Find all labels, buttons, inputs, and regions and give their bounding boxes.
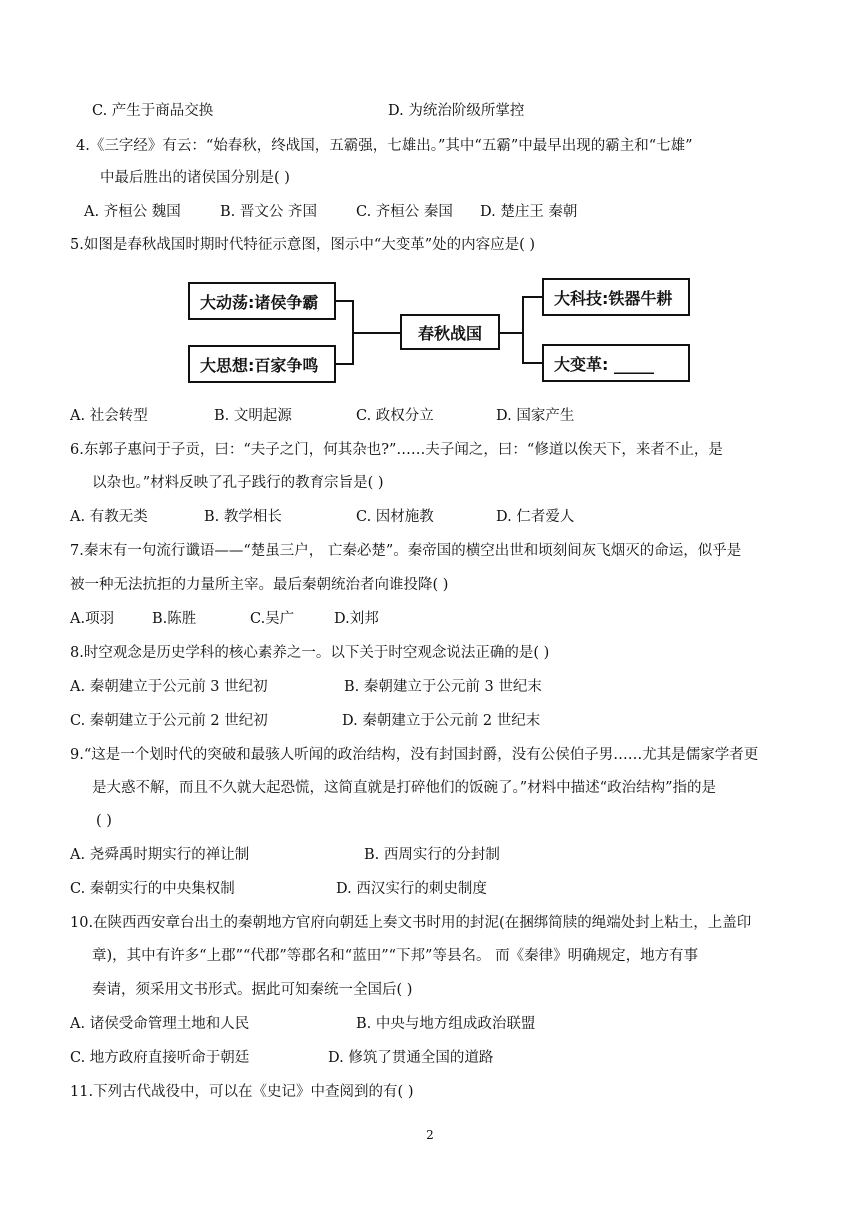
- q10-option-c: C. 地方政府直接听命于朝廷: [70, 1050, 250, 1066]
- box-center: 春秋战国: [400, 314, 500, 350]
- q5-option-d: D. 国家产生: [496, 408, 575, 424]
- q9-stem-line1: 9.“这是一个划时代的突破和最骇人听闻的政治结构，没有封国封爵，没有公侯伯子男……尤其是儒家学者更: [70, 747, 759, 763]
- q5-option-c: C. 政权分立: [356, 408, 434, 424]
- q10-stem-line3: 奏请，须采用文书形式。据此可知秦统一全国后( ): [92, 982, 413, 998]
- q7-option-b: B.陈胜: [152, 611, 197, 627]
- connector: [522, 362, 542, 364]
- q10-option-a: A. 诸侯受命管理土地和人民: [70, 1016, 250, 1032]
- connector: [500, 332, 524, 334]
- era-diagram: [180, 270, 700, 395]
- q5-stem-line1: 5.如图是春秋战国时期时代特征示意图，图示中“大变革”处的内容应是( ): [70, 237, 536, 253]
- q4-option-b: B. 晋文公 齐国: [220, 204, 317, 220]
- q8-option-a: A. 秦朝建立于公元前 3 世纪初: [70, 679, 268, 695]
- q10-option-d: D. 修筑了贯通全国的道路: [328, 1050, 494, 1066]
- q7-option-c: C.吴广: [250, 611, 295, 627]
- q4-option-a: A. 齐桓公 魏国: [84, 204, 181, 220]
- q6-option-c: C. 因材施教: [356, 509, 434, 525]
- q9-option-d: D. 西汉实行的刺史制度: [336, 881, 487, 897]
- q9-stem-line2: 是大惑不解，而且不久就大起恐慌，这简直就是打碎他们的饭碗了。”材料中描述“政治结构”指的是: [92, 780, 716, 796]
- page-number: 2: [426, 1128, 434, 1142]
- q9-stem-line3: ( ): [96, 813, 112, 829]
- q9-option-b: B. 西周实行的分封制: [364, 847, 500, 863]
- connector: [522, 296, 524, 364]
- q6-option-b: B. 教学相长: [204, 509, 282, 525]
- q6-option-a: A. 有教无类: [70, 509, 148, 525]
- q7-stem-line2: 被一种无法抗拒的力量所主宰。最后秦朝统治者向谁投降( ): [70, 577, 449, 593]
- q3-option-c: C. 产生于商品交换: [92, 103, 214, 119]
- q9-option-a: A. 尧舜禹时期实行的禅让制: [70, 847, 250, 863]
- connector: [352, 332, 400, 334]
- q4-stem-line2: 中最后胜出的诸侯国分别是( ): [100, 170, 290, 186]
- q7-stem-line1: 7.秦末有一句流行谶语——“楚虽三户， 亡秦必楚”。秦帝国的横空出世和顷刻间灰飞烟灭的命运，似乎是: [70, 543, 742, 559]
- q3-option-d: D. 为统治阶级所掌控: [388, 103, 525, 119]
- q6-option-d: D. 仁者爱人: [496, 509, 575, 525]
- q7-option-d: D.刘邦: [334, 611, 379, 627]
- box-right-top: 大科技:铁器牛耕: [542, 278, 690, 316]
- q7-option-a: A.项羽: [70, 611, 115, 627]
- q10-stem-line2: 章)，其中有许多“上郡”“代郡”等郡名和“蓝田”“下邦”等县名。 而《秦律》明确规定，地方有事: [92, 948, 699, 964]
- q10-stem-line1: 10.在陕西西安章台出土的秦朝地方官府向朝廷上奏文书时用的封泥(在捆绑简牍的绳端处封上粘土，上盖印: [70, 915, 752, 931]
- connector: [522, 296, 542, 298]
- q8-option-c: C. 秦朝建立于公元前 2 世纪初: [70, 713, 268, 729]
- q8-option-b: B. 秦朝建立于公元前 3 世纪末: [344, 679, 542, 695]
- box-left-top: 大动荡:诸侯争霸: [188, 282, 336, 320]
- q8-stem-line1: 8.时空观念是历史学科的核心素养之一。以下关于时空观念说法正确的是( ): [70, 645, 550, 661]
- q4-option-c: C. 齐桓公 秦国: [356, 204, 453, 220]
- box-right-bottom: 大变革: _____: [542, 344, 690, 382]
- q11-stem-line1: 11.下列古代战役中，可以在《史记》中查阅到的有( ): [70, 1084, 414, 1100]
- q5-option-a: A. 社会转型: [70, 408, 148, 424]
- q9-option-c: C. 秦朝实行的中央集权制: [70, 881, 235, 897]
- q6-stem-line2: 以杂也。”材料反映了孔子践行的教育宗旨是( ): [92, 475, 384, 491]
- q8-option-d: D. 秦朝建立于公元前 2 世纪末: [342, 713, 541, 729]
- box-left-bottom: 大思想:百家争鸣: [188, 345, 336, 383]
- q4-stem-line1: 4.《三字经》有云：“始春秋，终战国，五霸强，七雄出。”其中“五霸”中最早出现的霸主和“七雄”: [76, 138, 693, 154]
- q4-option-d: D. 楚庄王 秦朝: [480, 204, 578, 220]
- q6-stem-line1: 6.东郭子惠问于子贡，曰：“夫子之门，何其杂也?”……夫子闻之，曰：“修道以俟天下，来者不止，是: [70, 442, 723, 458]
- q10-option-b: B. 中央与地方组成政治联盟: [356, 1016, 536, 1032]
- q5-option-b: B. 文明起源: [214, 408, 292, 424]
